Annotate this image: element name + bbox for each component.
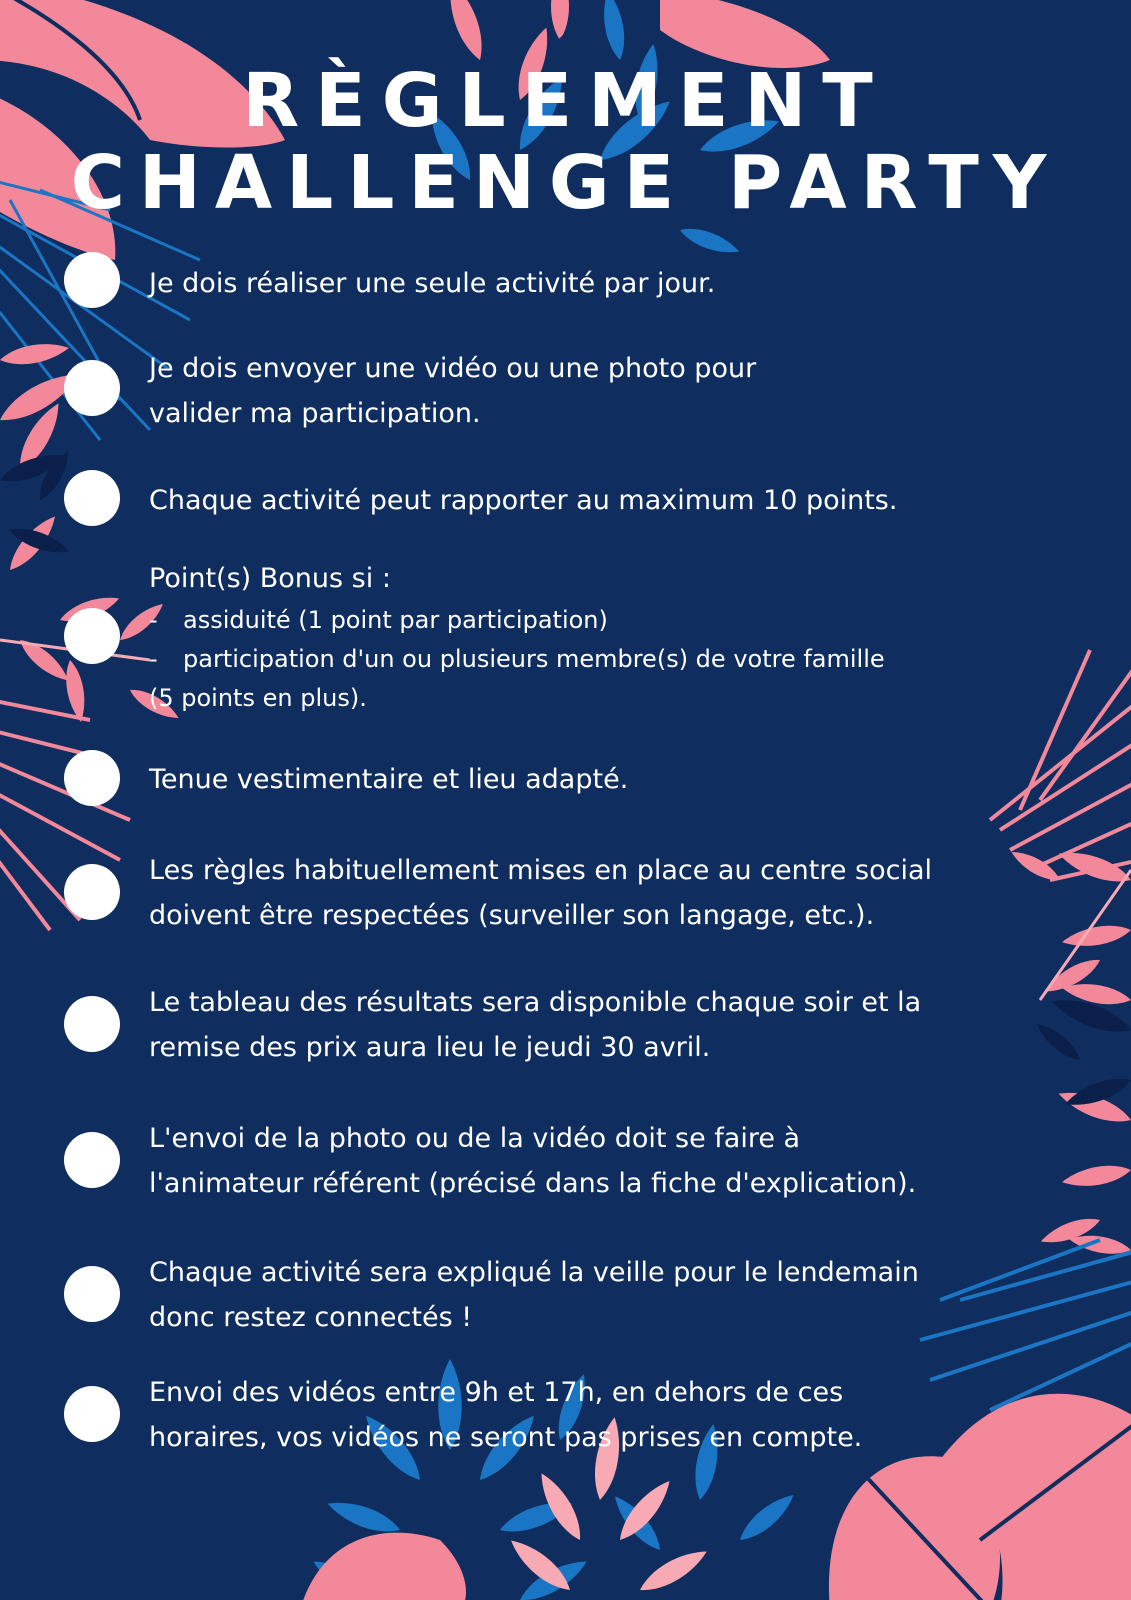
rule-9-line-2: donc restez connectés ! [149, 1302, 473, 1333]
rule-3-line-1: Chaque activité peut rapporter au maximum 10 points. [149, 485, 898, 516]
rule-10-line-1: Envoi des vidéos entre 9h et 17h, en dehors de ces [149, 1377, 844, 1408]
rule-4-bonus [149, 556, 1049, 601]
rule-6 [149, 848, 1079, 938]
bullet-circle-2 [64, 360, 120, 416]
rule-1-line-1: Je dois réaliser une seule activité par jour. [149, 268, 716, 299]
rule-2-line-1: Je dois envoyer une vidéo ou une photo pour [149, 353, 757, 384]
bonus-list [149, 601, 1049, 718]
rule-10 [149, 1370, 1079, 1460]
page-title-line-2: CHALLENGE PARTY [70, 140, 1061, 226]
bullet-circle-9 [64, 1266, 120, 1322]
rule-5-line-1: Tenue vestimentaire et lieu adapté. [149, 764, 629, 795]
bullet-circle-1 [64, 252, 120, 308]
rule-1 [149, 261, 1029, 306]
rule-9-line-1: Chaque activité sera expliqué la veille pour le lendemain [149, 1257, 919, 1288]
bullet-circle-4 [64, 608, 120, 664]
bullet-circle-7 [64, 996, 120, 1052]
rule-6-line-2: doivent être respectées (surveiller son langage, etc.). [149, 900, 875, 931]
rule-9 [149, 1250, 1079, 1340]
rule-7-line-1: Le tableau des résultats sera disponible chaque soir et la [149, 987, 922, 1018]
bonus-continuation: (5 points en plus). [149, 684, 367, 712]
left-navy-leaves [0, 448, 74, 560]
bonus-item-1: - assiduité (1 point par participation) [149, 606, 608, 634]
rule-6-line-1: Les règles habituellement mises en place au centre social [149, 855, 932, 886]
rule-10-line-2: horaires, vos vidéos ne seront pas prises en compte. [149, 1422, 863, 1453]
page-title-line-1: RÈGLEMENT [242, 58, 889, 144]
rule-2 [149, 346, 951, 436]
rule-7-line-2: remise des prix aura lieu le jeudi 30 avril. [149, 1032, 711, 1063]
bonus-item-2: - participation d'un ou plusieurs membre(s) de votre famille [149, 645, 885, 673]
rule-8-line-1: L'envoi de la photo ou de la vidéo doit se faire à [149, 1123, 801, 1154]
rule-7 [149, 980, 1079, 1070]
bullet-circle-8 [64, 1132, 120, 1188]
bullet-circle-10 [64, 1386, 120, 1442]
bullet-circle-5 [64, 750, 120, 806]
rule-2-line-2: valider ma participation. [149, 398, 481, 429]
bullet-circle-6 [64, 864, 120, 920]
rule-8-line-2: l'animateur référent (précisé dans la fiche d'explication). [149, 1168, 917, 1199]
rule-5 [149, 757, 1029, 802]
rule-3 [149, 478, 1049, 523]
rule-8 [149, 1116, 1079, 1206]
bullet-circle-3 [64, 470, 120, 526]
bonus-heading: Point(s) Bonus si : [149, 563, 391, 594]
